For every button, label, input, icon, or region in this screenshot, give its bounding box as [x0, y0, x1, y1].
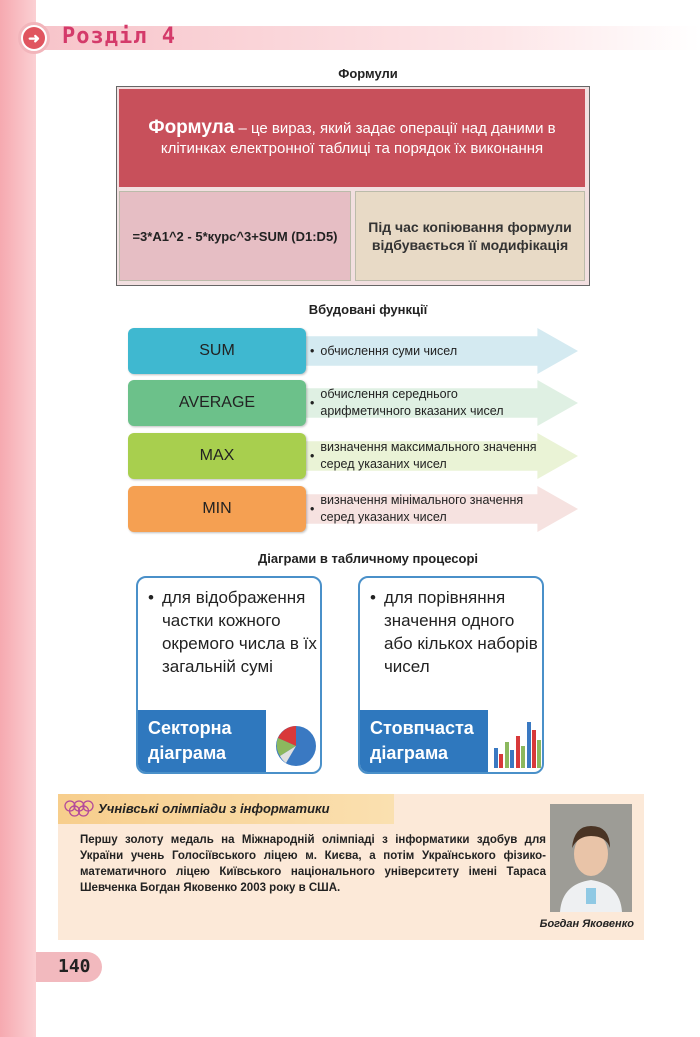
diagrams-title: Діаграми в табличному процесорі — [257, 551, 479, 566]
olympiad-block — [58, 794, 644, 940]
function-row-min — [128, 486, 578, 532]
function-description: • визначення мінімального значення серед указаних чисел — [310, 493, 524, 524]
card-label: Секторна діаграма — [148, 718, 232, 763]
functions-title: Вбудовані функції — [308, 302, 428, 317]
bar-chart-card — [358, 576, 544, 774]
card-description: • для відображення частки кожного окремого числа в їх загальній сумі — [148, 588, 317, 676]
olympiad-text: Першу золоту медаль на Міжнародній олімпіаді з інформатики здобув для України учень Голосіївського ліцею м. Києва, а потім Українського фізико-математичного ліцею Київського національного університету імені Тараса Шевченка Богдан Яковенко 2003 року в США. — [80, 834, 546, 894]
person-icon — [550, 804, 632, 912]
card-footer — [360, 710, 542, 772]
formula-copy-note: Під час копіювання формули відбувається її модифікація — [355, 191, 585, 281]
formula-definition-text: – це вираз, який задає операції над даними в клітинках електронної таблиці та порядок їх виконання — [160, 119, 556, 157]
function-row-average — [128, 380, 578, 426]
arrow-right-icon: ➜ — [23, 27, 45, 49]
pie-chart-card — [136, 576, 322, 774]
formula-example: =3*A1^2 - 5*курс^3+SUM (D1:D5) — [119, 191, 351, 281]
function-name-pill: SUM — [128, 328, 306, 374]
bar-chart-icon — [488, 710, 544, 772]
function-name-pill: MAX — [128, 433, 306, 479]
formula-term: Формула — [148, 116, 235, 138]
function-description: • обчислення суми чисел — [310, 343, 458, 358]
header-badge — [18, 22, 50, 54]
function-description: • обчислення середнього арифметичного вказаних чисел — [310, 387, 504, 418]
card-footer — [138, 710, 320, 772]
function-row-max — [128, 433, 578, 479]
olympic-rings-icon — [64, 799, 94, 819]
formulas-title: Формули — [338, 66, 398, 81]
function-description: • визначення максимального значення серед указаних чисел — [310, 440, 537, 471]
olympiad-title: Учнівські олімпіади з інформатики — [98, 801, 330, 816]
function-name-pill: AVERAGE — [128, 380, 306, 426]
formula-block — [116, 86, 590, 286]
function-name-pill: MIN — [128, 486, 306, 532]
card-label: Стовпчаста діаграма — [370, 718, 474, 763]
side-strip — [0, 0, 36, 1037]
chapter-title: Розділ 4 — [62, 24, 176, 49]
card-description: • для порівняння значення одного або кількох наборів чисел — [370, 588, 538, 676]
photo-caption: Богдан Яковенко — [539, 918, 634, 930]
function-row-sum — [128, 328, 578, 374]
portrait-photo — [550, 804, 632, 912]
page-number: 140 — [58, 956, 91, 977]
pie-chart-icon — [266, 710, 322, 772]
formula-definition — [119, 89, 585, 187]
